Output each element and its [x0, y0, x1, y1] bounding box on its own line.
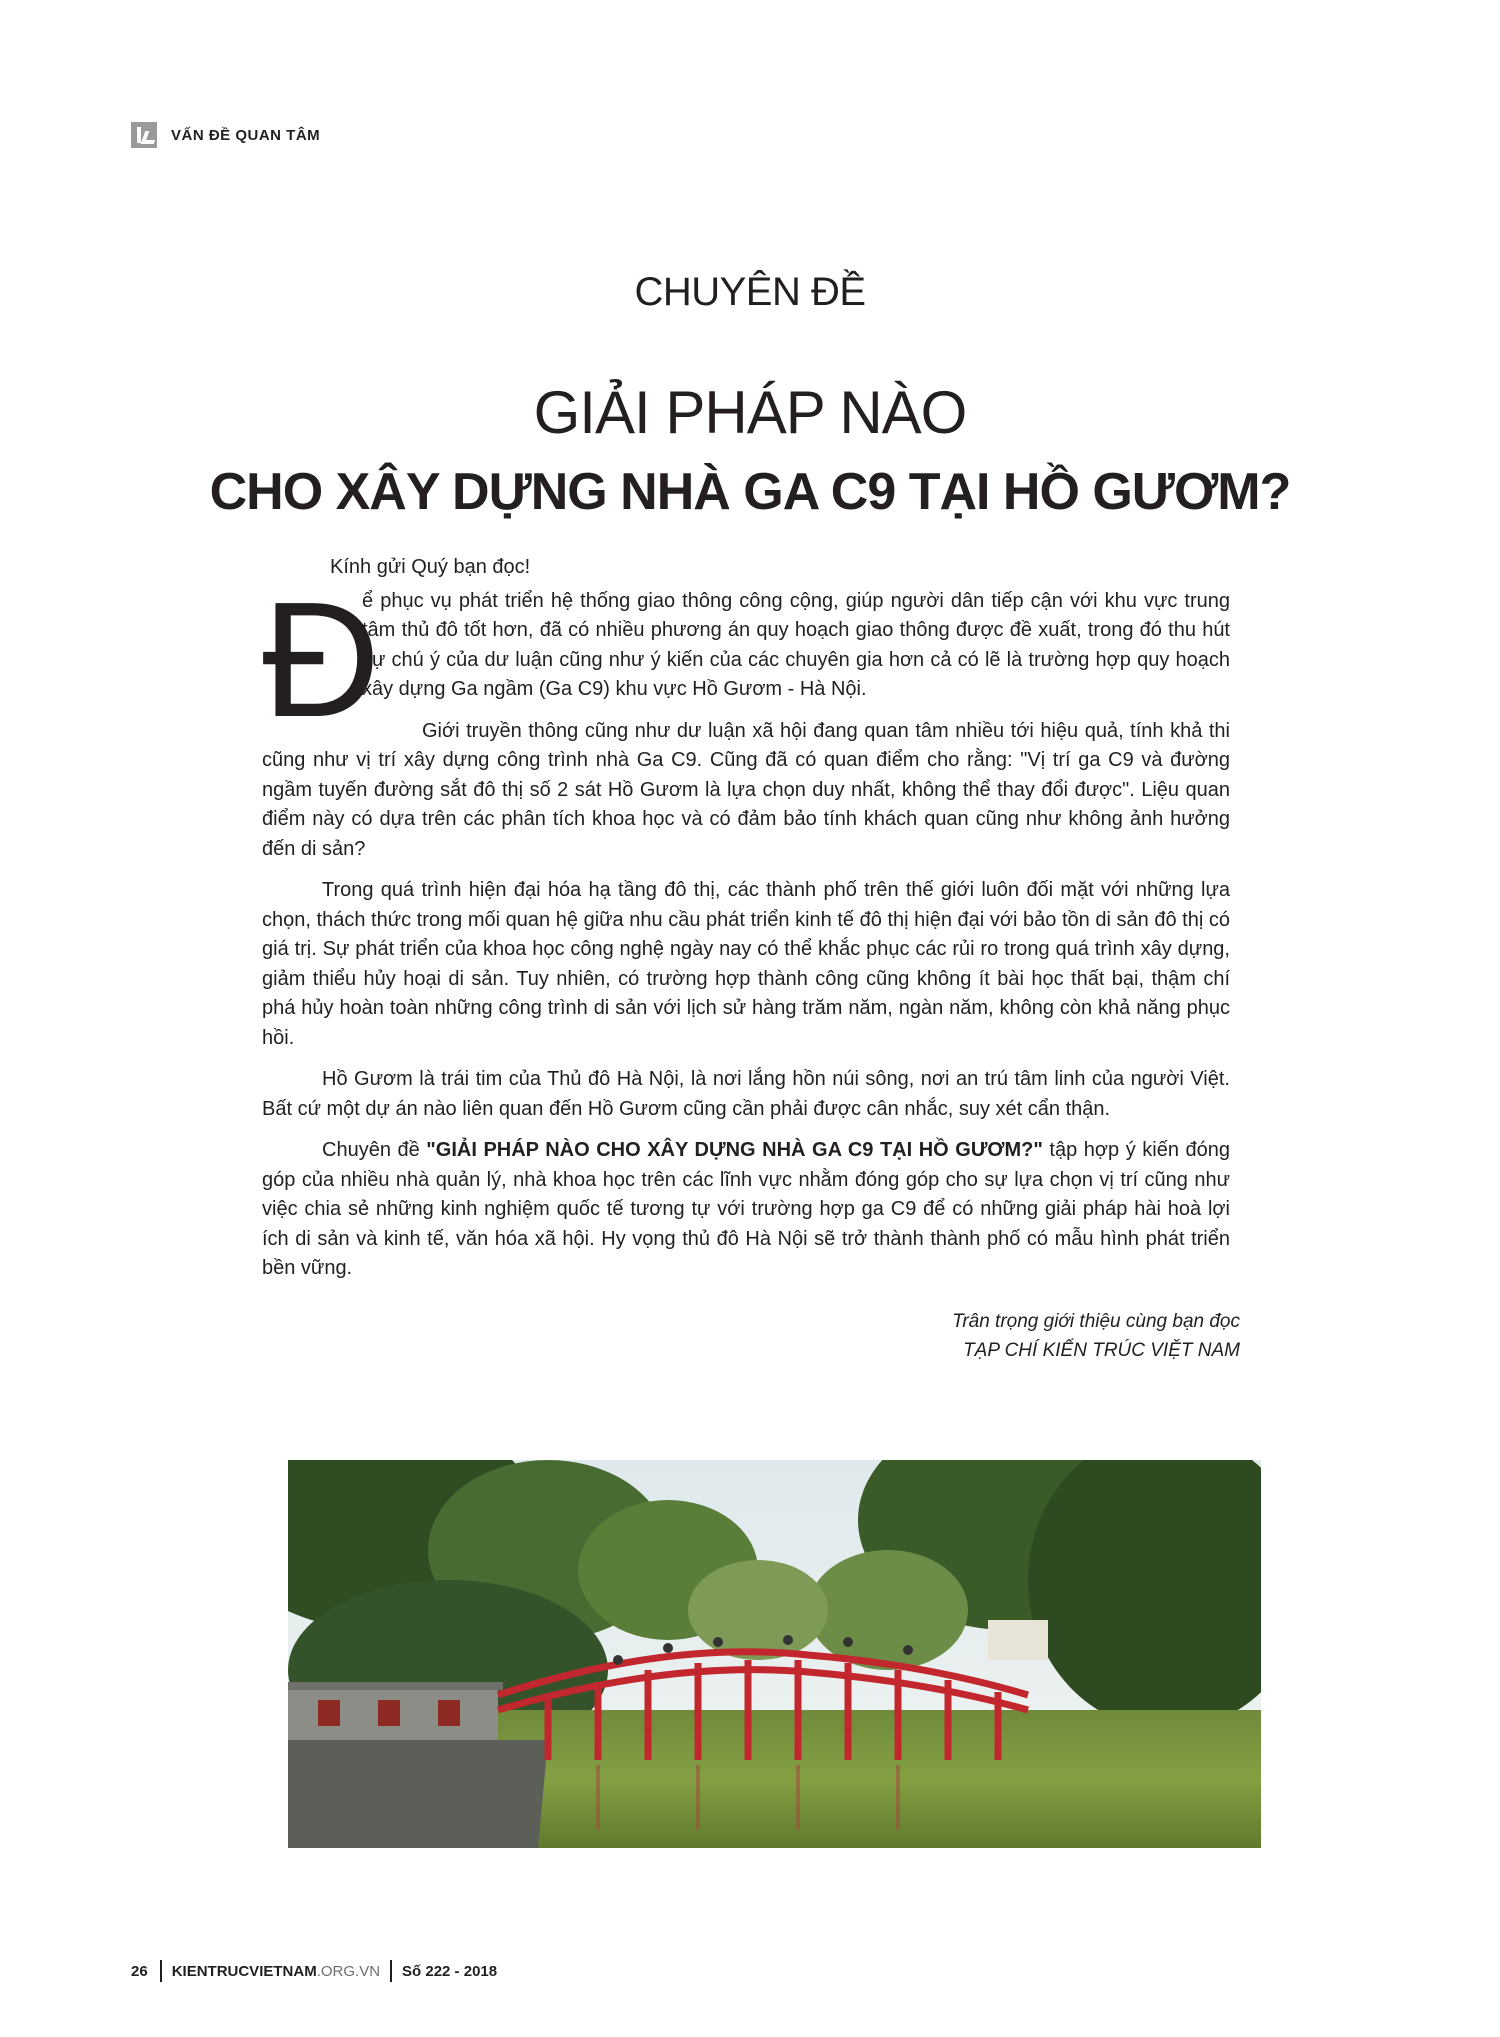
section-label: VẤN ĐỀ QUAN TÂM: [171, 126, 321, 144]
signoff-line-2: TẠP CHÍ KIẾN TRÚC VIỆT NAM: [963, 1340, 1240, 1361]
paragraph-3: Trong quá trình hiện đại hóa hạ tầng đô thị, các thành phố trên thế giới luôn đối mặt với những lựa chọn, thách thức trong mối quan hệ giữa nhu cầu phát triển kinh tế đô thị hiện đại với bảo tồn di sản đô thị có giá trị. Sự phát triển của khoa học công nghệ ngày nay có thể khắc phục các rủi ro trong quá trình xây dựng, giảm thiểu hủy hoại di sản. Tuy nhiên, có trường hợp thành công cũng không ít bài học thất bại, thậm chí phá hủy hoàn toàn những công trình di sản với lịch sử hàng trăm năm, ngàn năm, không còn khả năng phục hồi.: [262, 879, 1230, 1049]
paragraph-4: Hồ Gươm là trái tim của Thủ đô Hà Nội, là nơi lắng hồn núi sông, nơi an trú tâm linh của người Việt. Bất cứ một dự án nào liên quan đến Hồ Gươm cũng cần phải được cân nhắc, suy xét cẩn thận.: [262, 1068, 1230, 1120]
section-header: [131, 120, 320, 150]
paragraph-5: [262, 1136, 1230, 1284]
paragraph-1-text: ể phục vụ phát triển hệ thống giao thông công cộng, giúp người dân tiếp cận với khu vực trung tâm thủ đô tốt hơn, đã có nhiều phương án quy hoạch giao thông được đề xuất, trong đó thu hút sự chú ý của dư luận cũng như ý kiến của các chuyên gia hơn cả có lẽ là trường hợp quy hoạch xây dựng Ga ngầm (Ga C9) khu vực Hồ Gươm - Hà Nội.: [362, 589, 1230, 700]
signoff-line-1: Trân trọng giới thiệu cùng bạn đọc: [952, 1311, 1240, 1332]
footer-divider-1: [160, 1960, 162, 1982]
paragraph-5-rest: tập hợp ý kiến đóng góp của nhiều nhà quản lý, nhà khoa học trên các lĩnh vực nhằm đóng góp cho sự lựa chọn vị trí cũng như việc chia sẻ những kinh nghiệm quốc tế tương tự với trường hợp ga C9 để có những giải pháp hài hoà lợi ích di sản và kinh tế, văn hóa xã hội. Hy vọng thủ đô Hà Nội sẽ trở thành thành phố có mẫu hình phát triển bền vững.: [262, 1139, 1230, 1279]
page-number: 26: [131, 1962, 148, 1980]
paragraph-2: Giới truyền thông cũng như dư luận xã hội đang quan tâm nhiều tới hiệu quả, tính khả thi cũng như vị trí xây dựng công trình nhà Ga C9. Cũng đã có quan điểm cho rằng: "Vị trí ga C9 và đường ngầm tuyến đường sắt đô thị số 2 sát Hồ Gươm là lựa chọn duy nhất, không thể thay đổi được". Liệu quan điểm này có dựa trên các phân tích khoa học và có đảm bảo tính khách quan cũng như không ảnh hưởng đến di sản?: [262, 719, 1230, 860]
footer-divider-2: [390, 1960, 392, 1982]
paragraph-5-bold: "GIẢI PHÁP NÀO CHO XÂY DỰNG NHÀ GA C9 TẠI HỒ GƯƠM?": [426, 1139, 1050, 1161]
dropcap: Đ: [262, 567, 381, 751]
page-footer: [131, 1959, 497, 1983]
kicker-heading: CHUYÊN ĐỀ: [634, 270, 866, 314]
title-line-1: GIẢI PHÁP NÀO: [533, 379, 967, 446]
salutation: Kính gửi Quý bạn đọc!: [330, 556, 531, 578]
site-name-light: .ORG.VN: [316, 1962, 381, 1980]
issue-number: Số 222 - 2018: [402, 1962, 498, 1980]
section-icon: [131, 122, 157, 148]
title-line-2: CHO XÂY DỰNG NHÀ GA C9 TẠI HỒ GƯƠM?: [209, 463, 1291, 521]
lake-bridge-photo: [288, 1460, 1261, 1848]
signoff: [952, 1307, 1240, 1365]
paragraph-5-lead: Chuyên đề: [322, 1139, 427, 1161]
article-body: [262, 553, 1230, 1284]
site-name-bold: KIENTRUCVIETNAM: [171, 1962, 317, 1980]
building: [988, 1620, 1048, 1660]
